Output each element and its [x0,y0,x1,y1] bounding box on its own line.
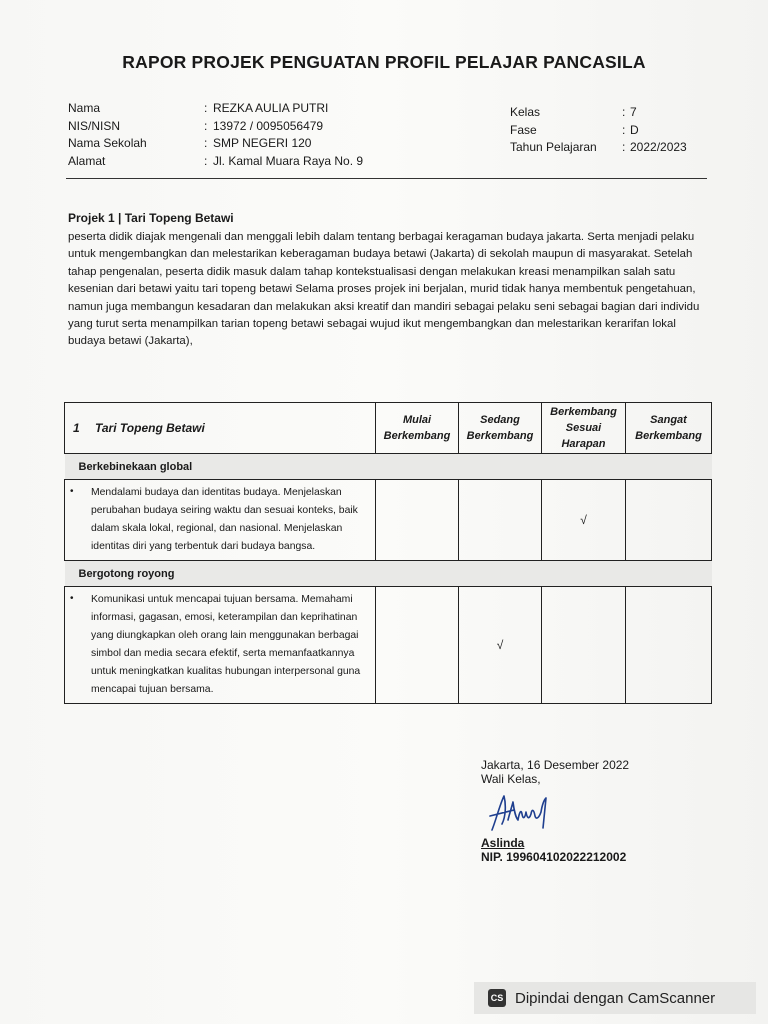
field-value: 7 [630,105,637,119]
criteria-description [65,587,376,704]
field-nama: Nama : REZKA AULIA PUTRI [68,100,363,118]
level-header: Mulai Berkembang [376,403,459,454]
place-date: Jakarta, 16 Desember 2022 [481,758,630,772]
level-header: Sedang Berkembang [459,403,542,454]
student-info-right [510,104,687,157]
field-kelas: Kelas : 7 [510,104,687,122]
project-description: peserta didik diajak mengenali dan menggali lebih dalam tentang berbagai keragaman budaya jakarta. Serta menjadi pelaku untuk mengembangkan dan melestarikan keberagaman budaya betawi (Jakarta) di sekolah maupun di masyarakat. Setelah tahap pengenalan, peserta didik masuk dalam tahap kontekstualisasi dengan melakukan kreasi menampilkan salah satu kesenian dari betawi yaitu tari topeng betawi Selama proses projek ini berjalan, murid tidak hanya membentuk pengetahuan, namun juga membangun kesadaran dan melakukan aksi kreatif dan mandiri sebagai pelaku seni sebagai bagian dari individu yang turut serta menampilkan tarian topeng betawi sebagai wujud ikut mengembangkan dan melestarikan kerarifan lokal budaya betawi (Jakarta), [68,231,700,348]
table-header-row [65,403,712,454]
level-cell [376,480,459,561]
field-value: SMP NEGERI 120 [213,136,312,150]
signer-role: Wali Kelas, [481,772,541,786]
check-mark-icon: √ [580,513,587,527]
table-row [65,587,712,704]
bullet-icon: • [70,593,74,604]
field-value: D [630,122,639,137]
field-label: Fase [510,122,537,137]
project-number: 1 [73,421,80,435]
level-cell [626,480,712,561]
level-cell [542,587,626,704]
camscanner-logo-icon: CS [488,989,506,1007]
field-label: Alamat [68,153,106,168]
camscanner-text: Dipindai dengan CamScanner [515,989,716,1007]
field-value: 13972 / 0095056479 [213,118,324,133]
level-cell [459,587,542,704]
field-value: REZKA AULIA PUTRI [213,101,329,115]
level-header: Sangat Berkembang [626,403,712,454]
criteria-text: Komunikasi untuk mencapai tujuan bersama. Memahami informasi, gagasan, emosi, keterampilan dan keprihatinan yang diungkapkan oleh orang lain menggunakan berbagai simbol dan media secara efektif, serta memanfaatkannya untuk meningkatkan kualitas hubungan interpersonal guna mencapai tujuan bersama. [91,594,361,695]
field-label: Kelas [510,105,541,119]
group-title: Berkebinekaan global [65,454,712,480]
signer-name: Aslinda [481,836,525,850]
group-title: Bergotong royong [65,561,712,587]
criteria-text: Mendalami budaya dan identitas budaya. Menjelaskan perubahan budaya seiring waktu dan sesuai konteks, baik dalam skala lokal, regional, dan nasional. Menjelaskan identitas diri yang terbentuk dari budaya bangsa. [91,487,358,552]
student-info-left [68,100,363,170]
field-label: Tahun Pelajaran [510,140,597,154]
field-value: Jl. Kamal Muara Raya No. 9 [213,153,364,168]
level-header: Berkembang Sesuai Harapan [542,403,626,454]
field-fase: Fase : D [510,122,687,140]
criteria-description [65,480,376,561]
field-alamat: Alamat : Jl. Kamal Muara Raya No. 9 [68,153,363,171]
group-row [65,454,712,480]
field-label: Nama [68,101,101,115]
project-heading: Projek 1 | Tari Topeng Betawi [68,211,234,225]
check-mark-icon: √ [496,638,504,652]
level-cell [542,480,626,561]
field-nis-nisn: NIS/NISN : 13972 / 0095056479 [68,118,363,136]
level-cell [376,587,459,704]
camscanner-watermark [474,982,756,1014]
field-nama-sekolah: Nama Sekolah : SMP NEGERI 120 [68,135,363,153]
level-cell [626,587,712,704]
handwritten-signature [486,790,556,834]
table-title-cell [65,403,376,454]
assessment-table [64,402,712,704]
table-row [65,480,712,561]
field-value: 2022/2023 [630,140,687,154]
field-label: NIS/NISN [68,118,121,133]
signer-nip: NIP. 199604102022212002 [481,850,627,864]
field-label: Nama Sekolah [68,136,147,150]
project-name: Tari Topeng Betawi [95,421,205,435]
header-divider [66,178,707,179]
level-cell [459,480,542,561]
field-tahun-pelajaran: Tahun Pelajaran : 2022/2023 [510,139,687,157]
group-row [65,561,712,587]
bullet-icon: • [70,486,74,497]
report-title: RAPOR PROJEK PENGUATAN PROFIL PELAJAR PANCASILA [122,52,646,72]
